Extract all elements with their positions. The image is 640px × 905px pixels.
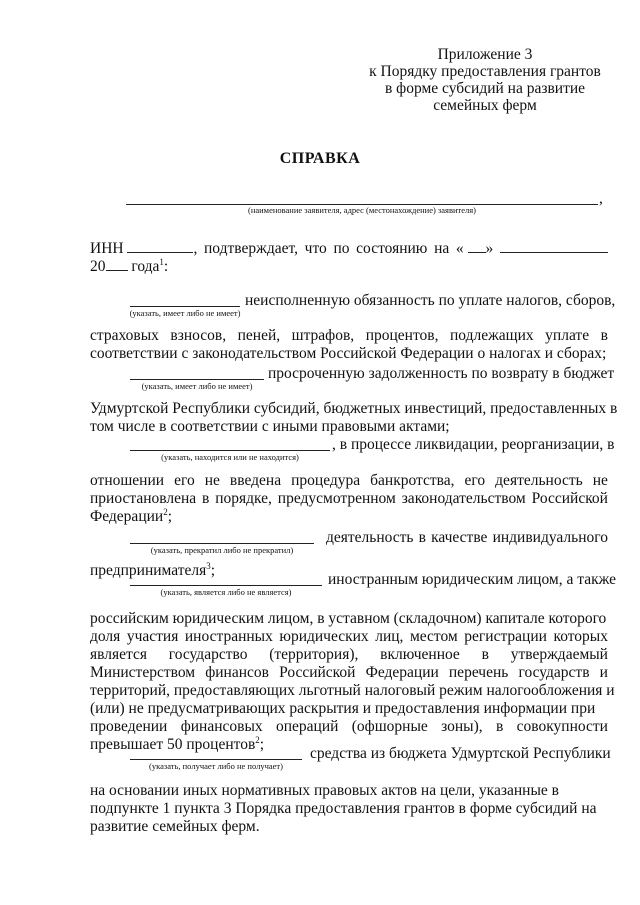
foreign-line-8: проведении финансовых операций (офшорные зоны), в совокупности	[90, 718, 608, 735]
inn-prefix-group: ИНН ,	[90, 240, 198, 257]
foreign-line-4: является государство (территория), включенное в утверждаемый	[90, 646, 608, 663]
foreign-line-5: Министерством финансов Российской Федерации перечень государств и	[90, 664, 608, 681]
foreign-line-3: доля участия иностранных юридических лиц, местом регистрации которых	[90, 628, 608, 645]
inn-label: ИНН	[90, 240, 124, 257]
entrepreneur-field[interactable]	[130, 527, 314, 544]
foreign-line-6: территорий, предоставляющих льготный налоговый режим налогообложения и	[90, 682, 615, 699]
header-line-3: в форме субсидий на развитие	[384, 80, 586, 97]
entrepreneur-line-2: предпринимателя$^3$;	[90, 560, 216, 579]
debt-field[interactable]	[130, 363, 264, 380]
foreign-line-7: (или) не предусматривающих раскрытия и предоставления информации при	[90, 700, 596, 717]
foreign-line-2: российским юридическим лицом, в уставном (складочном) капитале которого	[90, 610, 607, 627]
header-line-1: Приложение 3	[437, 46, 533, 63]
liquidation-line-2: отношении его не введена процедура банкротства, его деятельность не	[90, 472, 608, 489]
applicant-caption: (наименование заявителя, адрес (местонахождение) заявителя)	[247, 205, 476, 215]
inn-word: подтверждает,	[204, 240, 298, 257]
inn-word: по	[333, 240, 350, 257]
funds-line-1: средства из бюджета Удмуртской Республики	[310, 745, 611, 762]
applicant-trailing-comma: ,	[599, 190, 603, 207]
tax-field[interactable]	[130, 290, 240, 307]
funds-line-3: подпункте 1 пункта 3 Порядка предоставления грантов в форме субсидий на	[90, 800, 597, 817]
funds-caption: (указать, получает либо не получает)	[149, 761, 283, 771]
inn-field[interactable]	[127, 240, 193, 253]
inn-day-group: « »	[455, 240, 494, 257]
liquidation-line-1: , в процессе ликвидации, реорганизации, в	[332, 436, 615, 453]
tax-line-1: неисполненную обязанность по уплате налогов, сборов,	[245, 292, 616, 309]
entrepreneur-line-1: деятельность в качестве индивидуального	[326, 529, 608, 546]
foreign-line-1: иностранным юридическим лицом, а также	[328, 571, 616, 588]
debt-line-1: просроченную задолженность по возврату в бюджет	[268, 365, 615, 382]
header-line-2: к Порядку предоставления грантов	[369, 63, 601, 80]
debt-line-2: Удмуртской Республики субсидий, бюджетных инвестиций, предоставленных в	[90, 400, 618, 417]
applicant-name-field[interactable]	[126, 188, 598, 205]
funds-line-2: на основании иных нормативных правовых актов на цели, указанные в	[90, 782, 559, 799]
liquidation-line-4: Федерации$^2$;	[90, 506, 173, 525]
funds-field[interactable]	[130, 743, 302, 760]
document-title: СПРАВКА	[279, 150, 361, 167]
debt-line-3: том числе в соответствии с иными правовыми актами;	[90, 418, 450, 435]
tax-line-3: соответствии с законодательством Российской Федерации о налогах и сборах;	[90, 345, 607, 362]
entrepreneur-caption: (указать, прекратил либо не прекратил)	[150, 545, 294, 555]
inn-day-field[interactable]	[468, 240, 486, 253]
liquidation-line-3: приостановлена в порядке, предусмотренном законодательством Российской	[90, 490, 608, 507]
inn-word: состоянию	[356, 240, 428, 257]
foreign-line-9: превышает 50 процентов$^2$;	[90, 734, 265, 753]
header-line-4: семейных ферм	[433, 97, 537, 114]
inn-year-line: 20 года$^1$:	[90, 256, 169, 275]
inn-month-field[interactable]	[500, 240, 608, 253]
foreign-field[interactable]	[130, 569, 322, 586]
foreign-caption: (указать, является либо не является)	[160, 587, 292, 597]
tax-line-2: страховых взносов, пеней, штрафов, процентов, подлежащих уплате в	[90, 327, 608, 344]
inn-word: что	[304, 240, 327, 257]
liquidation-field[interactable]	[130, 434, 330, 451]
debt-caption: (указать, имеет либо не имеет)	[141, 381, 253, 391]
funds-line-4: развитие семейных ферм.	[90, 818, 260, 835]
appendix-header	[355, 46, 615, 114]
tax-caption: (указать, имеет либо не имеет)	[129, 308, 241, 318]
inn-year-field[interactable]	[106, 258, 128, 271]
inn-line	[90, 240, 608, 258]
liquidation-caption: (указать, находится или не находится)	[161, 452, 299, 462]
inn-word: на	[434, 240, 450, 257]
